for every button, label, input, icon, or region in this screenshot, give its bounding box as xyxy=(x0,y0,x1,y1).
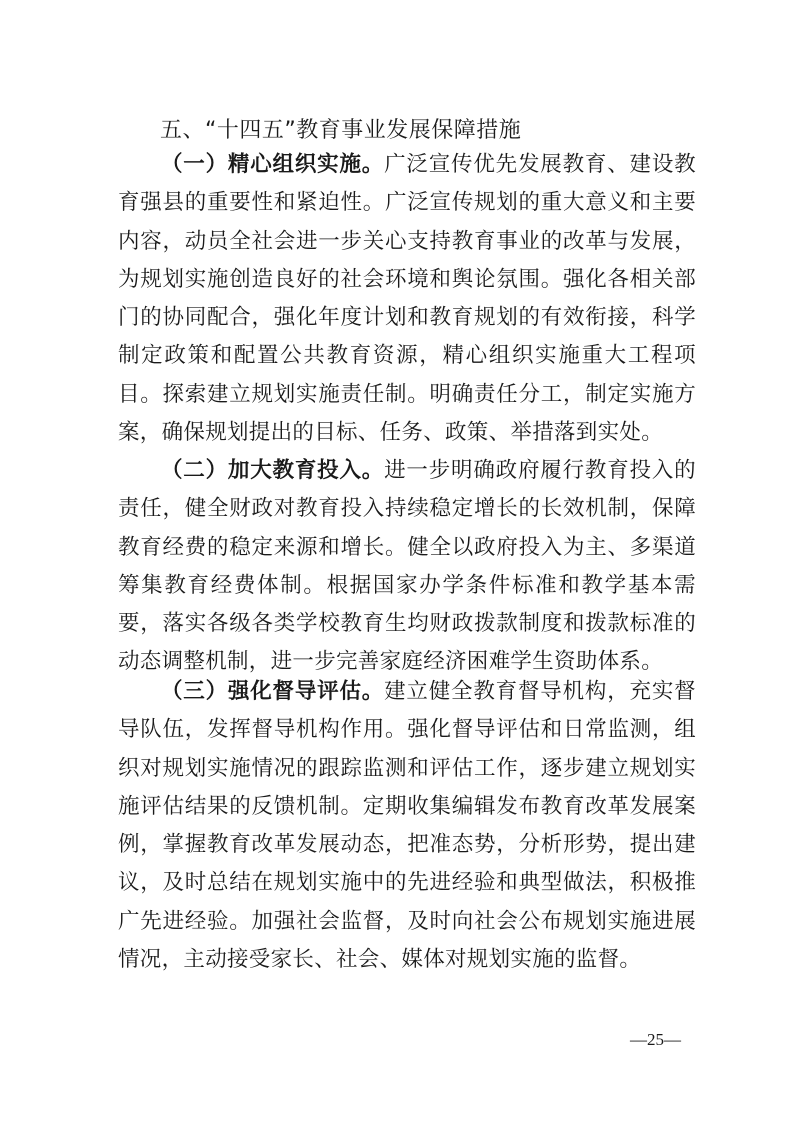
paragraph-supervision-evaluation xyxy=(118,673,696,979)
paragraph-body: 进一步明确政府履行教育投入的责任，健全财政对教育投入持续稳定增长的长效机制，保障教育经费的稳定来源和增长。健全以政府投入为主、多渠道筹集教育经费体制。根据国家办学条件标准和教学基本需要，落实各级各类学校教育生均财政拨款制度和拨款标准的动态调整机制，进一步完善家庭经济困难学生资助体系。 xyxy=(118,458,696,675)
page-number: —25— xyxy=(630,1030,681,1049)
paragraph-increase-investment xyxy=(118,452,696,682)
paragraph-lead: （二）加大教育投入。 xyxy=(161,458,385,483)
paragraph-organize-implementation xyxy=(118,146,696,452)
paragraph-body: 建立健全教育督导机构，充实督导队伍，发挥督导机构作用。强化督导评估和日常监测，组织对规划实施情况的跟踪监测和评估工作，逐步建立规划实施评估结果的反馈机制。定期收集编辑发布教育改革发展案例，掌握教育改革发展动态，把准态势，分析形势，提出建议，及时总结在规划实施中的先进经验和典型做法，积极推广先进经验。加强社会监督，及时向社会公布规划实施进展情况，主动接受家长、社会、媒体对规划实施的监督。 xyxy=(118,679,696,973)
section-heading: 五、“十四五”教育事业发展保障措施 xyxy=(160,118,522,143)
paragraph-lead: （一）精心组织实施。 xyxy=(161,152,385,177)
paragraph-body: 广泛宣传优先发展教育、建设教育强县的重要性和紧迫性。广泛宣传规划的重大意义和主要内容，动员全社会进一步关心支持教育事业的改革与发展，为规划实施创造良好的社会环境和舆论氛围。强化各相关部门的协同配合，强化年度计划和教育规划的有效衔接，科学制定政策和配置公共教育资源，精心组织实施重大工程项目。探索建立规划实施责任制。明确责任分工，制定实施方案，确保规划提出的目标、任务、政策、举措落到实处。 xyxy=(118,152,696,446)
paragraph-lead: （三）强化督导评估。 xyxy=(161,679,385,704)
